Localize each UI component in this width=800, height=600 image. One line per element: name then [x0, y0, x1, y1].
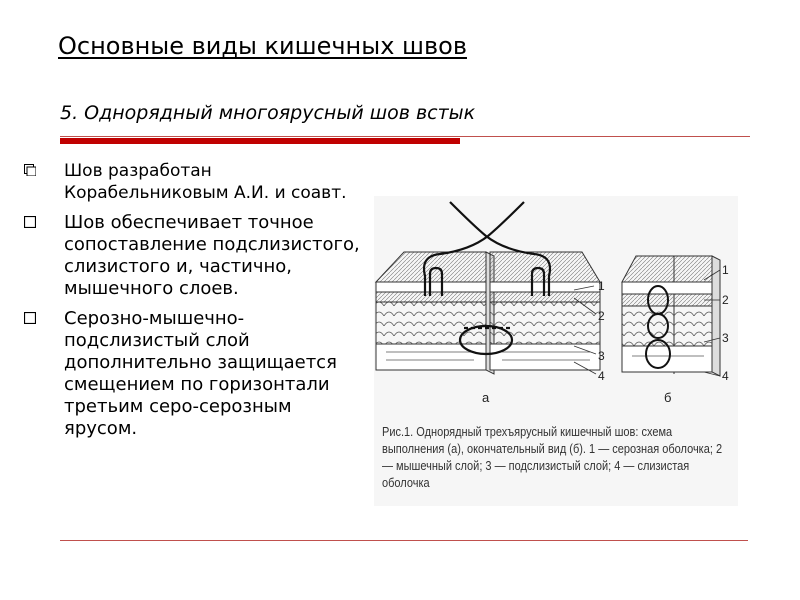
diagram-a-right-block: [490, 252, 600, 370]
suture-diagram: [374, 196, 738, 416]
bullet-text: Серозно-мышечно-подслизистый слой дополнительно защищается смещением по горизонтали третьим серо-серозным ярусом.: [64, 308, 337, 439]
diagram-b-block: [622, 256, 720, 376]
divider-top-accent: [60, 138, 460, 144]
divider-top: [60, 136, 750, 137]
layer-label-a-1: 1: [598, 279, 605, 293]
figure-caption: Рис.1. Однорядный трехъярусный кишечный шов: схема выполнения (а), окончательный вид (б). 1 — серозная оболочка; 2 — мышечный слой; 3 — подслизистый слой; 4 — слизистая оболочка: [382, 425, 723, 490]
diagram-a-left-block: [376, 252, 494, 374]
layer-label-b-3: 3: [722, 331, 729, 345]
bullet-item: [22, 160, 362, 204]
bullet-text: Шов разработан Корабельниковым А.И. и соавт.: [64, 161, 347, 203]
figure-label-b: б: [664, 390, 672, 405]
suture-figure: [374, 196, 738, 506]
checkbox-bullet-icon: [24, 164, 36, 176]
layer-label-b-2: 2: [722, 293, 729, 307]
figure-label-a: а: [482, 390, 490, 405]
layer-label-a-4: 4: [598, 369, 605, 383]
bullet-item: [22, 308, 362, 440]
square-bullet-icon: [24, 312, 36, 324]
layer-label-a-3: 3: [598, 349, 605, 363]
slide-subtitle: 5. Однорядный многоярусный шов встык: [60, 102, 476, 124]
layer-label-b-4: 4: [722, 369, 729, 383]
divider-bottom: [60, 540, 748, 541]
square-bullet-icon: [24, 216, 36, 228]
layer-label-a-2: 2: [598, 309, 605, 323]
bullet-list: [22, 160, 362, 448]
bullet-item: [22, 212, 362, 300]
layer-label-b-1: 1: [722, 263, 729, 277]
slide-title: Основные виды кишечных швов: [58, 32, 467, 60]
bullet-text: Шов обеспечивает точное сопоставление подслизистого, слизистого и, частично, мышечного слоев.: [64, 212, 360, 299]
